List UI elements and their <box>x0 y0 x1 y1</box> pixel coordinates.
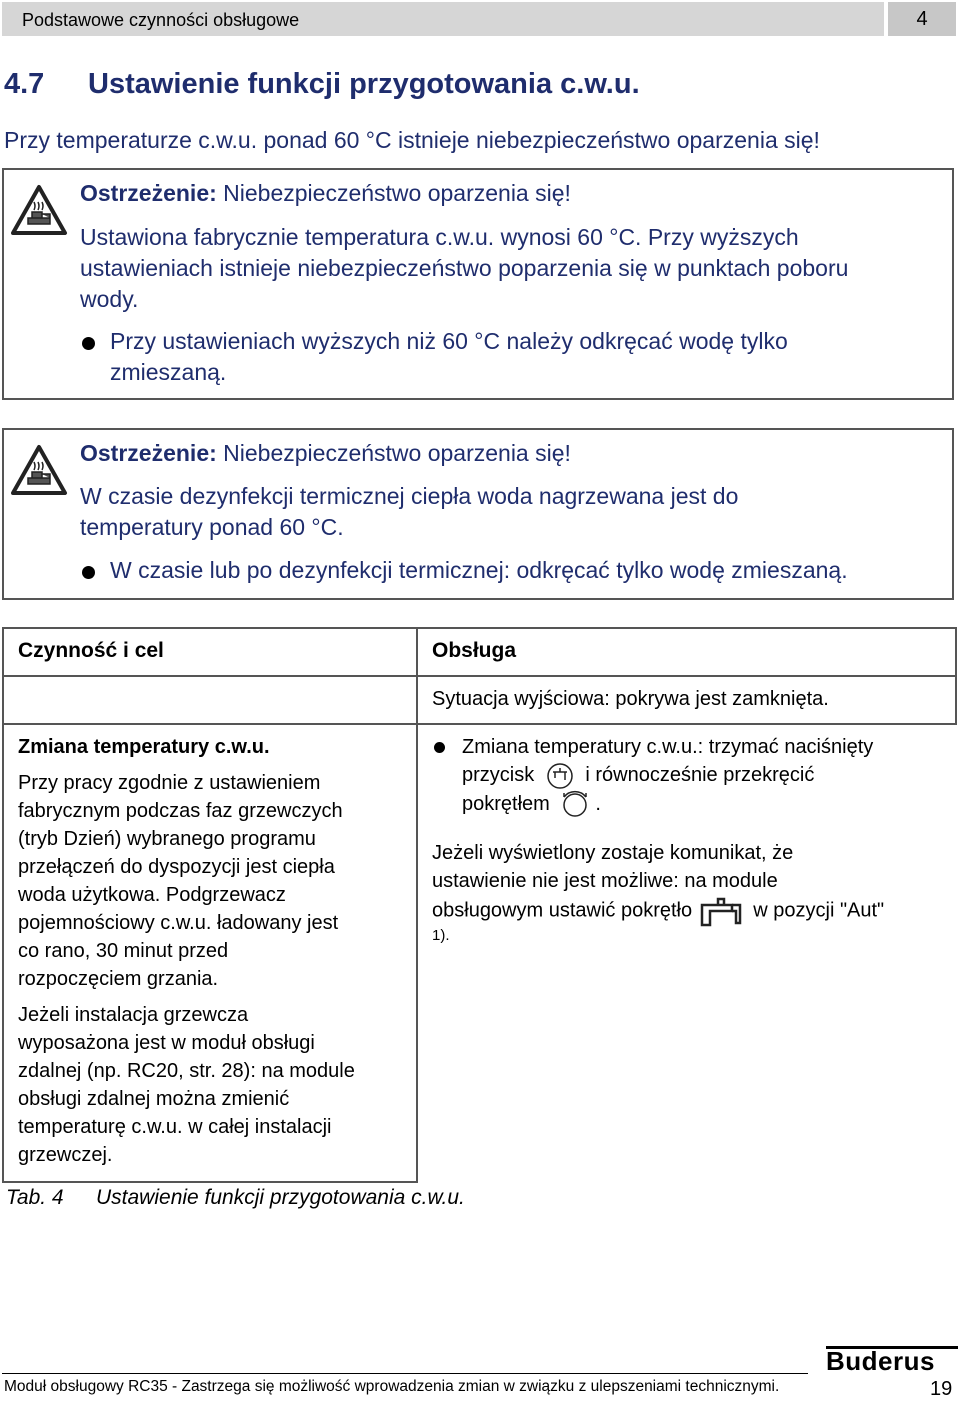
column-header-action: Czynność i cel <box>18 639 164 662</box>
tap-button-icon <box>540 762 580 790</box>
tap-dial-icon <box>698 895 748 927</box>
scald-warning-icon <box>10 184 68 236</box>
section-title <box>4 68 640 101</box>
header-title: Podstawowe czynności obsługowe <box>22 10 300 30</box>
section-title-text: Ustawienie funkcji przygotowania c.w.u. <box>88 68 640 100</box>
column-header-operation: Obsługa <box>432 639 517 662</box>
header-bar <box>2 2 884 36</box>
table-caption <box>6 1186 465 1210</box>
warning-heading: Ostrzeżenie: Niebezpieczeństwo oparzenia się! <box>80 180 571 206</box>
warning-bullet-line: W czasie lub po dezynfekcji termicznej: odkręcać tylko wodę zmieszaną. <box>110 557 848 583</box>
warning-bullet-line: zmieszaną. <box>110 359 227 385</box>
warning-line: ustawieniach istnieje niebezpieczeństwo poparzenia się w punktach poboru <box>80 255 849 281</box>
procedure-table <box>2 627 957 1183</box>
caption-text: Ustawienie funkcji przygotowania c.w.u. <box>96 1186 465 1209</box>
scald-warning-icon <box>10 444 68 496</box>
warning-box <box>2 168 954 400</box>
operation-note: Jeżeli wyświetlony zostaje komunikat, że ustawienie nie jest możliwe: na module obsługowym ustawić pokrętło w pozycji "Aut" 1). <box>432 842 885 944</box>
remote-control-note: Jeżeli instalacja grzewcza wyposażona jest w moduł obsługi zdalnej (np. RC20, str. 28): na module obsługi zdalnej można zmienić temperaturę c.w.u. w całej instalacji grzewczej. <box>18 1004 355 1166</box>
action-heading: Zmiana temperatury c.w.u. <box>18 736 270 758</box>
warning-line: W czasie dezynfekcji termicznej ciepła woda nagrzewana jest do <box>80 483 739 509</box>
page-number: 19 <box>930 1378 953 1400</box>
section-number: 4.7 <box>4 68 45 100</box>
footer-divider <box>2 1373 808 1374</box>
brand-logo: Buderus <box>826 1346 935 1376</box>
warning-line: Ustawiona fabrycznie temperatura c.w.u. wynosi 60 °C. Przy wyższych <box>80 224 799 250</box>
chapter-number: 4 <box>888 2 956 36</box>
warning-line: wody. <box>80 286 139 312</box>
footer-text: Moduł obsługowy RC35 - Zastrzega się możliwość wprowadzenia zmian w związku z ulepszeniami technicznymi. <box>4 1378 780 1395</box>
bullet-dot <box>434 742 445 753</box>
intro-warning: Przy temperaturze c.w.u. ponad 60 °C istnieje niebezpieczeństwo oparzenia się! <box>4 127 820 153</box>
warning-line: temperatury ponad 60 °C. <box>80 514 344 540</box>
warning-bullet-line: Przy ustawieniach wyższych niż 60 °C należy odkręcać wodę tylko <box>110 328 788 354</box>
warning-box <box>2 428 954 600</box>
caption-label: Tab. 4 <box>6 1186 64 1209</box>
bullet-dot <box>82 566 95 579</box>
warning-heading: Ostrzeżenie: Niebezpieczeństwo oparzenia się! <box>80 440 571 466</box>
bullet-dot <box>82 337 95 350</box>
operation-step: Zmiana temperatury c.w.u.: trzymać naciśnięty przycisk i równocześnie przekręcić pokrętłem . <box>462 733 873 818</box>
rotary-knob-icon <box>555 790 595 818</box>
start-situation: Sytuacja wyjściowa: pokrywa jest zamknięta. <box>432 688 829 710</box>
action-description: Przy pracy zgodnie z ustawieniem fabrycznym podczas faz grzewczych (tryb Dzień) wybranego programu przełączeń do dyspozycji jest ciepła woda użytkowa. Podgrzewacz pojemnościowy c.w.u. ładowany jest co rano, 30 minut przed rozpoczęciem grzania. <box>18 772 343 990</box>
